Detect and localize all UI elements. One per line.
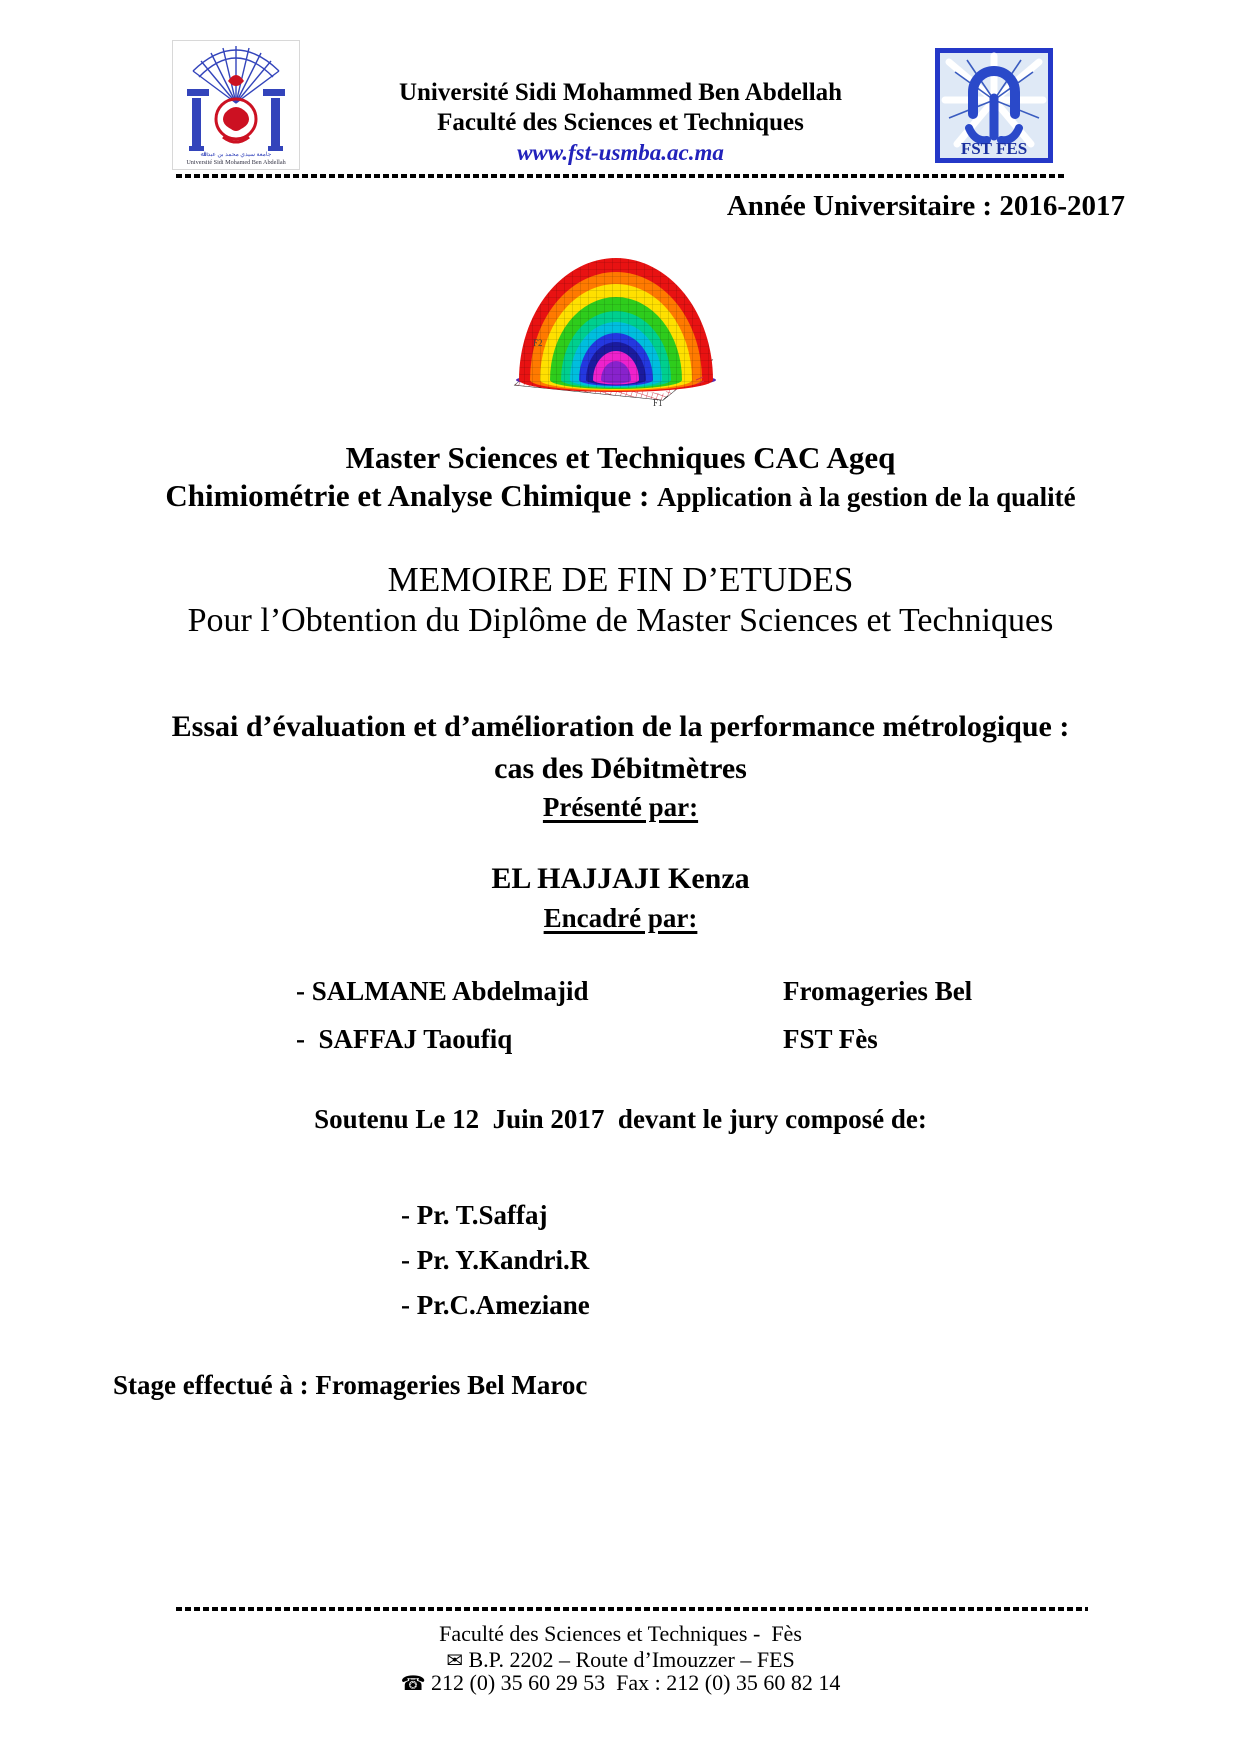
response-surface-figure	[500, 248, 730, 408]
university-name: Université Sidi Mohammed Ben Abdellah	[398, 79, 843, 106]
internship-line: Stage effectué à : Fromageries Bel Maroc	[113, 1370, 588, 1400]
phone-icon: ☎	[400, 1671, 426, 1695]
thesis-title-line1: Essai d’évaluation et d’amélioration de la performance métrologique :	[171, 710, 1070, 743]
specialty-main: Chimiométrie et Analyse Chimique :	[165, 478, 658, 513]
website-link[interactable]: www.fst-usmba.ac.ma	[517, 140, 724, 165]
footer-address: ✉ B.P. 2202 – Route d’Imouzzer – FES	[446, 1647, 795, 1672]
header-separator	[176, 174, 1066, 178]
supervisor-2-org: FST Fès	[783, 1024, 878, 1054]
diploma-subtitle: Pour l’Obtention du Diplôme de Master Sciences et Techniques	[187, 602, 1054, 639]
supervisor-2-name: - SAFFAJ Taoufiq	[296, 1024, 513, 1054]
master-title: Master Sciences et Techniques CAC Ageq	[345, 440, 896, 475]
specialty-title	[0, 478, 1241, 514]
presented-by-label: Présenté par:	[542, 792, 699, 822]
fst-fes-emblem-icon	[935, 48, 1053, 163]
figure-xlabel: F1	[653, 398, 663, 408]
faculty-name: Faculté des Sciences et Techniques	[437, 109, 804, 136]
usmba-logo-caption: Université Sidi Mohamed Ben Abdellah	[186, 159, 286, 166]
academic-year: Année Universitaire : 2016-2017	[726, 190, 1125, 222]
mail-icon: ✉	[446, 1648, 463, 1672]
header-text-block	[0, 78, 1241, 168]
figure-ylabel: F2	[533, 338, 543, 348]
memoire-title: MEMOIRE DE FIN D’ETUDES	[387, 560, 854, 599]
author-name: EL HAJJAJI Kenza	[491, 862, 750, 895]
footer-faculty: Faculté des Sciences et Techniques - Fès	[439, 1621, 802, 1646]
jury-member-3: - Pr.C.Ameziane	[401, 1290, 590, 1320]
supervisor-1-org: Fromageries Bel	[783, 976, 973, 1006]
fst-fes-logo-text: FST FES	[960, 139, 1028, 158]
thesis-title-line2: cas des Débitmètres	[494, 752, 747, 785]
jury-member-1: - Pr. T.Saffaj	[401, 1200, 548, 1230]
footer-separator	[176, 1607, 1088, 1611]
supervisor-1-name: - SALMANE Abdelmajid	[296, 976, 589, 1006]
defense-line: Soutenu Le 12 Juin 2017 devant le jury composé de:	[314, 1104, 927, 1134]
fst-fes-logo	[935, 48, 1053, 163]
jury-member-2: - Pr. Y.Kandri.R	[401, 1245, 590, 1275]
usmba-logo-arabic-text: ﺟﺎﻣﻌﺔ ﺳﻴﺪي ﻣﺤﻤﺪ ﺑﻦ ﻋﺒﺪ اﷲ	[200, 152, 272, 158]
footer-phone: ☎ 212 (0) 35 60 29 53 Fax : 212 (0) 35 60 82 14	[400, 1670, 841, 1695]
specialty-sub: Application à la gestion de la qualité	[657, 482, 1076, 512]
supervised-by-label: Encadré par:	[543, 903, 698, 933]
